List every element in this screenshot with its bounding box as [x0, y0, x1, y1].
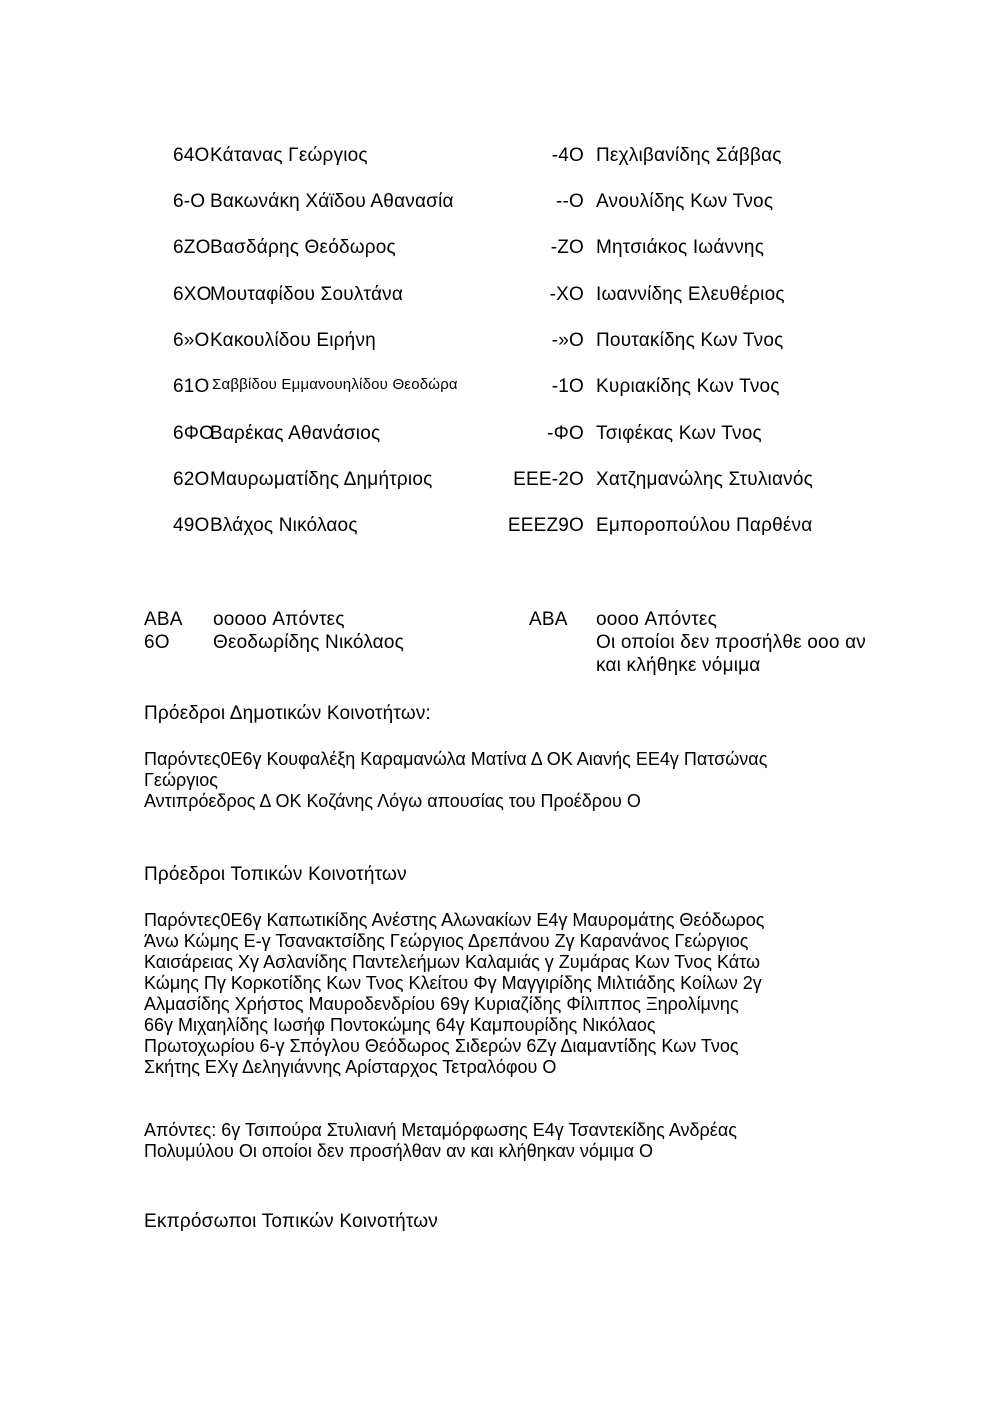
member-name: Ανουλίδης Κων Τνος [596, 191, 774, 212]
member-num: 6-Ο [173, 191, 206, 212]
member-name: Μητσιάκος Ιωάννης [596, 237, 765, 258]
member-num: -1Ο [551, 376, 584, 397]
member-name: Χατζημανώλης Στυλιανός [596, 469, 813, 490]
member-num: ΕΕΕ-2Ο [513, 469, 584, 490]
member-name: Μουταφίδου Σουλτάνα [210, 284, 404, 305]
local-present-body [144, 910, 874, 1078]
local-present-line: Παρόντες0Ε6γ Καπωτικίδης Ανέστης Αλωνακίων Ε4γ Μαυρομάτης Θεόδωρος [144, 910, 765, 930]
member-name: Μαυρωματίδης Δημήτριος [210, 469, 433, 490]
local-absent-body [144, 1120, 874, 1162]
absent-right-line1: Οι οποίοι δεν προσήλθε ooo αν [596, 632, 866, 653]
local-present-line: Καισάρειας Χγ Ασλανίδης Παντελεήμων Καλαμιάς γ Ζυμάρας Κων Τνος Κάτω [144, 952, 761, 972]
absent-left-name: Θεοδωρίδης Νικόλαος [213, 632, 404, 653]
absent-right-header-b: oooo Απόντες [596, 609, 717, 630]
absent-left-header-a: ΑΒΑ [144, 609, 183, 630]
member-num: -ΧΟ [549, 284, 584, 305]
absent-right-header-a: ΑΒΑ [529, 609, 568, 630]
member-num: -»Ο [551, 330, 584, 351]
member-num: --Ο [555, 191, 584, 212]
local-present-line: Άνω Κώμης Ε-γ Τσανακτσίδης Γεώργιος Δρεπάνου Ζγ Καρανάνος Γεώργιος [144, 931, 749, 951]
member-num: -ΦΟ [547, 423, 584, 444]
member-name: Τσιφέκας Κων Τνος [596, 423, 762, 444]
municipal-line: Παρόντες0Ε6γ Κουφαλέξη Καραμανώλα Ματίνα Δ ΟΚ Αιανής ΕΕ4γ Πατσώνας [144, 749, 768, 769]
member-name: Βασδάρης Θεόδωρος [210, 237, 396, 258]
member-name: Εμποροπούλου Παρθένα [596, 515, 813, 536]
member-name: Βαρέκας Αθανάσιος [210, 423, 381, 444]
member-name: Σαββίδου Εμμανουηλίδου Θεοδώρα [212, 376, 458, 393]
member-name: Κάτανας Γεώργιος [210, 145, 368, 166]
absent-left-num: 6Ο [144, 632, 170, 653]
member-num: 61Ο [173, 376, 210, 397]
member-num: ΕΕΕΖ9Ο [507, 515, 584, 536]
member-num: -4Ο [551, 145, 584, 166]
member-num: 6ΧΟ [173, 284, 212, 305]
local-heading: Πρόεδροι Τοπικών Κοινοτήτων [144, 864, 407, 885]
member-name: Πεχλιβανίδης Σάββας [596, 145, 782, 166]
municipal-line: Αντιπρόεδρος Δ ΟΚ Κοζάνης Λόγω απουσίας του Προέδρου Ο [144, 791, 641, 811]
member-name: Πουτακίδης Κων Τνος [596, 330, 784, 351]
absent-right-line2: και κλήθηκε νόμιμα [596, 655, 761, 676]
member-num: 6ΦΟ [173, 423, 215, 444]
member-num: 6ΖΟ [173, 237, 211, 258]
member-name: Βλάχος Νικόλαος [210, 515, 358, 536]
local-present-line: Πρωτοχωρίου 6-γ Σπόγλου Θεόδωρος Σιδερών 6Ζγ Διαμαντίδης Κων Τνος [144, 1036, 739, 1056]
member-num: -ΖΟ [550, 237, 584, 258]
member-num: 49Ο [173, 515, 210, 536]
member-name: Βακωνάκη Χάϊδου Αθανασία [210, 191, 454, 212]
municipal-body [144, 749, 874, 812]
member-name: Ιωαννίδης Ελευθέριος [596, 284, 785, 305]
local-present-line: Αλμασίδης Χρήστος Μαυροδενδρίου 69γ Κυριαζίδης Φίλιππος Ξηρολίμνης [144, 994, 739, 1014]
local-absent-line: Απόντες: 6γ Τσιπούρα Στυλιανή Μεταμόρφωσης Ε4γ Τσαντεκίδης Ανδρέας [144, 1120, 737, 1140]
member-name: Κακουλίδου Ειρήνη [210, 330, 376, 351]
local-present-line: Κώμης Πγ Κορκοτίδης Κων Τνος Κλείτου Φγ Μαγγιρίδης Μιλτιάδης Κοίλων 2γ [144, 973, 762, 993]
absent-left-header-b: ooooo Απόντες [213, 609, 345, 630]
member-num: 64Ο [173, 145, 210, 166]
local-present-line: Σκήτης ΕΧγ Δεληγιάννης Αρίσταρχος Τετραλόφου Ο [144, 1057, 557, 1077]
member-num: 62Ο [173, 469, 210, 490]
member-num: 6»Ο [173, 330, 210, 351]
local-present-line: 66γ Μιχαηλίδης Ιωσήφ Ποντοκώμης 64γ Καμπουρίδης Νικόλαος [144, 1015, 656, 1035]
representatives-heading: Εκπρόσωποι Τοπικών Κοινοτήτων [144, 1211, 439, 1232]
local-absent-line: Πολυμύλου Οι οποίοι δεν προσήλθαν αν και κλήθηκαν νόμιμα Ο [144, 1141, 654, 1161]
municipal-heading: Πρόεδροι Δημοτικών Κοινοτήτων: [144, 703, 432, 724]
municipal-line: Γεώργιος [144, 770, 218, 790]
member-name: Κυριακίδης Κων Τνος [596, 376, 780, 397]
